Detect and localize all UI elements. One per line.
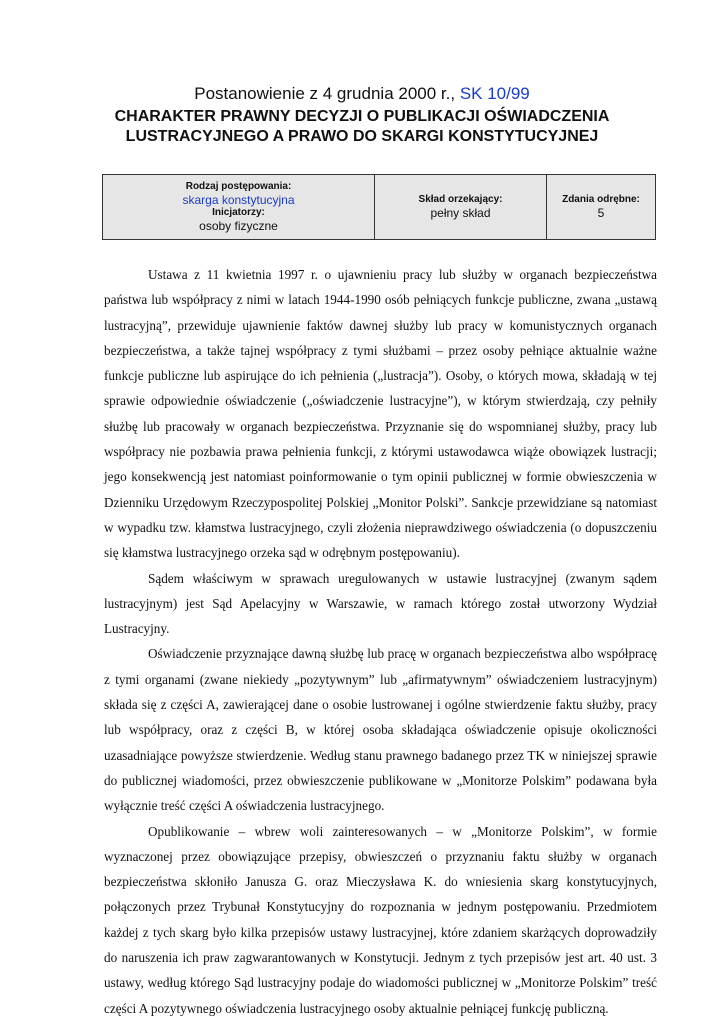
dissent-value: 5 [597,206,605,220]
bench-cell [375,175,547,240]
decision-date: Postanowienie z 4 grudnia 2000 r., [194,84,460,103]
dissent-cell [547,175,656,240]
dissent-label: Zdania odrębne: [562,194,640,205]
bench-label: Skład orzekający: [418,194,503,205]
proceeding-value[interactable]: skarga konstytucyjna [182,193,295,207]
proceeding-label: Rodzaj postępowania: [185,181,292,192]
case-metadata-table [102,174,656,240]
body-paragraph-1: Ustawa z 11 kwietnia 1997 r. o ujawnieniu pracy lub służby w organach bezpieczeństwa państwa lub współpracy z nimi w latach 1944-1990 osób pełniących funkcje publiczne, zwana „ustawą lustracyjną”, przewiduje ujawnienie faktów dawnej służby lub pracy w komunistycznych organach bezpieczeństwa, a także tajnej współpracy z tymi służbami – przez osoby pełniące aktualnie ważne funkcje publiczne lub aspirujące do ich pełnienia („lustracja”). Osoby, o których mowa, składają w tej sprawie odpowiednie oświadczenie („oświadczenie lustracyjne”), w którym stwierdzają, czy pełniły służbę lub pracowały w organach bezpieczeństwa. Przyznanie się do wspomnianej służby, pracy lub współpracy nie pozbawia prawa pełnienia funkcji, z którymi ustawodawca wiąże obowiązek lustracji; jego konsekwencją jest natomiast poinformowanie o tym opinii publicznej w formie obwieszczenia w Dzienniku Urzędowym Rzeczypospolitej Polskiej „Monitor Polski”. Sankcje przewidziane są natomiast w wypadku tzw. kłamstwa lustracyjnego, czyli złożenia nieprawdziwego oświadczenia (o dopuszczeniu się kłamstwa lustracyjnego orzeka sąd w odrębnym postępowaniu). [104,267,657,561]
body-paragraph-3: Oświadczenie przyznające dawną służbę lub pracę w organach bezpieczeństwa albo współpracę z tymi organami (zwane niekiedy „pozytywnym” lub „afirmatywnym” oświadczeniem lustracyjnym) składa się z części A, zawierającej dane o osobie lustrowanej i ogólne stwierdzenie faktu służby, pracy lub współpracy, oraz z części B, w której osoba składająca oświadczenie opisuje okoliczności uzasadniające powyższe stwierdzenie. Według stanu prawnego badanego przez TK w niniejszej sprawie do publicznej wiadomości, przez obwieszczenie publikowane w „Monitorze Polskim” podawana była wyłącznie treść części A oświadczenia lustracyjnego. [104,646,657,814]
document-body [104,262,657,1021]
bench-value: pełny skład [430,206,491,220]
case-number-link[interactable]: SK 10/99 [459,84,530,103]
title-line-2: LUSTRACYJNEGO A PRAWO DO SKARGI KONSTYTUCYJNEJ [125,128,599,145]
document-title [60,107,664,147]
body-paragraph-4: Opublikowanie – wbrew woli zainteresowanych – w „Monitorze Polskim”, w formie wyznaczonej przez obowiązujące przepisy, obwieszczeń o przyznaniu faktu służby w organach bezpieczeństwa skłoniło Janusza G. oraz Mieczysława K. do wniesienia skarg konstytucyjnych, połączonych przez Trybunał Konstytucyjny do rozpoznania w jednym postępowaniu. Przedmiotem każdej z tych skarg było kilka przepisów ustawy lustracyjnej, które zdaniem skarżących doprowadziły do naruszenia ich praw zagwarantowanych w Konstytucji. Jednym z tych przepisów jest art. 40 ust. 3 ustawy, według którego Sąd lustracyjny podaje do wiadomości publicznej w „Monitorze Polskim” treść części A pozytywnego oświadczenia lustracyjnego osoby aktualnie pełniącej funkcję publiczną. [104,823,657,1016]
proceeding-cell [103,175,375,240]
title-line-1: CHARAKTER PRAWNY DECYZJI O PUBLIKACJI OŚWIADCZENIA [114,108,610,125]
initiators-value: osoby fizyczne [199,219,278,233]
decision-date-line [60,84,664,104]
body-paragraph-2: Sądem właściwym w sprawach uregulowanych w ustawie lustracyjnej (zwanym sądem lustracyjnym) jest Sąd Apelacyjny w Warszawie, w ramach którego został utworzony Wydział Lustracyjny. [104,570,657,637]
initiators-label: Inicjatorzy: [212,207,265,218]
document-header [60,84,664,147]
